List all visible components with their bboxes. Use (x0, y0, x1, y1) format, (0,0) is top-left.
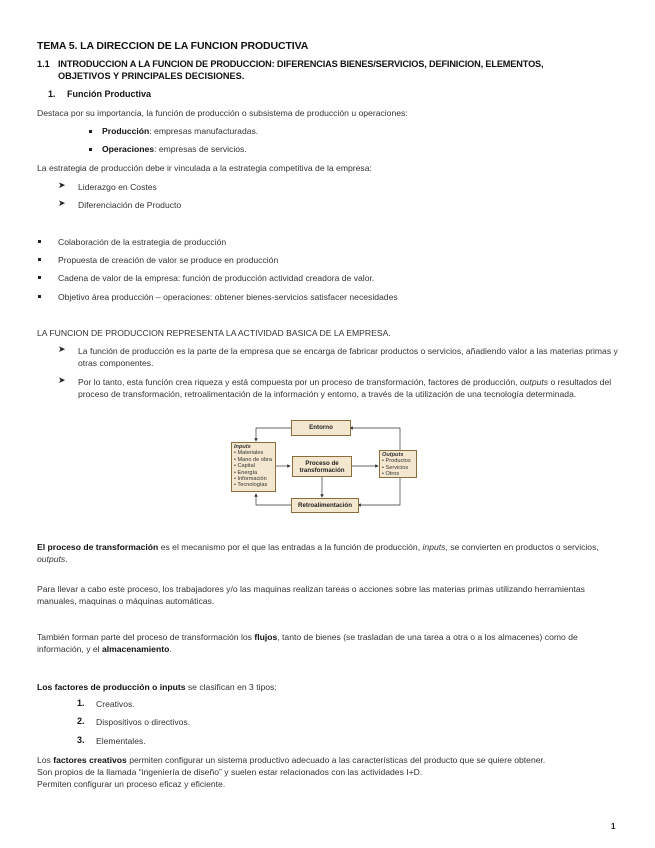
factors-intro: Los factores de producción o inputs se clasifican en 3 tipos: (37, 682, 277, 692)
section-number: 1.1 (37, 59, 50, 69)
factor-number: 1. (77, 698, 85, 708)
diagram-input-item: • Tecnologías (234, 482, 268, 489)
diagram-feedback-box (291, 498, 359, 513)
bullet-item: Objetivo área producción – operaciones: obtener bienes-servicios satisfacer necesidades (58, 292, 398, 302)
bullet-square-icon (38, 295, 41, 298)
flows-paragraph: También forman parte del proceso de transformación los flujos, tanto de bienes (se trasladan de una tarea a otra o a los almacenes) como de información, y el almacenamiento. (37, 632, 578, 654)
intro-text: Destaca por su importancia, la función de producción o subsistema de producción u operaciones: (37, 108, 408, 118)
workers-paragraph: Para llevar a cabo este proceso, los trabajadores y/o las maquinas realizan tareas o acciones sobre las materias primas utilizando herramientas manuales, maquinas o máquinas automáticas. (37, 584, 585, 606)
diagram-feedback-label: Retroalimentación (298, 502, 352, 509)
diagram-inputs-box (231, 442, 276, 492)
diagram-outputs-title: Outputs (382, 452, 404, 458)
bullet-square-icon (38, 258, 41, 261)
factor-number: 2. (77, 716, 85, 726)
transformation-paragraph: El proceso de transformación es el mecanismo por el que las entradas a la función de producción, inputs, se convierten en productos o servicios, outputs. (37, 542, 599, 564)
diagram-input-item: • Energía (234, 469, 258, 476)
section-heading-line2: OBJETIVOS Y PRINCIPALES DECISIONES. (58, 71, 245, 81)
diagram-outputs-box (379, 450, 417, 478)
bullet-square-icon (89, 148, 92, 151)
diagram-input-item: • Información (234, 476, 267, 483)
arrow-bullet-icon: ➤ (58, 375, 66, 385)
bullet-item: Cadena de valor de la empresa: función de producción actividad creadora de valor. (58, 273, 375, 283)
diagram-entorno-label: Entorno (309, 424, 333, 431)
section-heading-line1: INTRODUCCION A LA FUNCION DE PRODUCCION: DIFERENCIAS BIENES/SERVICIOS, DEFINICION, ELEMENTOS, (58, 59, 544, 69)
final-paragraph-line1: Los factores creativos permiten configurar un sistema productivo adecuado a las características del producto que se quiere obtener. (37, 755, 546, 765)
final-paragraph-line2: Son propios de la llamada “ingeniería de diseño” y suelen estar relacionados con las actividades I+D. (37, 767, 423, 777)
strategy-intro: La estrategia de producción debe ir vinculada a la estrategia competitiva de la empresa: (37, 163, 372, 173)
strategy-item: Diferenciación de Producto (78, 200, 182, 210)
arrow-bullet-icon: ➤ (58, 198, 66, 208)
diagram-process-label: Proceso de transformación (299, 460, 345, 474)
bullet-square-icon (89, 130, 92, 133)
bullet-square-icon (38, 240, 41, 243)
diagram-inputs-title: Inputs (234, 444, 251, 450)
diagram-entorno-box (291, 420, 351, 436)
factor-label: Dispositivos o directivos. (96, 717, 191, 727)
diagram-process-box (292, 456, 352, 477)
subsection-heading: Función Productiva (67, 89, 152, 99)
factor-number: 3. (77, 735, 85, 745)
production-diagram (228, 416, 418, 516)
page-number: 1 (611, 822, 616, 831)
type-item-operations: Operaciones: empresas de servicios. (102, 144, 247, 154)
arrow-paragraph-2: Por lo tanto, esta función crea riqueza y está compuesta por un proceso de transformación, factores de producción, outputs o resultados del proceso de transformación, retroalimentación de la información y entorno, a través de la utilización de una tecnología determinada. (78, 377, 612, 399)
arrow-bullet-icon: ➤ (58, 180, 66, 190)
diagram-output-item: • Productos (382, 458, 411, 465)
bullet-square-icon (38, 276, 41, 279)
diagram-input-item: • Materiales (234, 450, 264, 457)
final-paragraph-line3: Permiten configurar un proceso eficaz y eficiente. (37, 779, 226, 789)
arrow-bullet-icon: ➤ (58, 344, 66, 354)
diagram-output-item: • Otros (382, 471, 400, 478)
bullet-item: Colaboración de la estrategia de producción (58, 237, 227, 247)
caps-statement: LA FUNCION DE PRODUCCION REPRESENTA LA ACTIVIDAD BASICA DE LA EMPRESA. (37, 328, 391, 338)
diagram-output-item: • Servicios (382, 464, 409, 471)
bullet-item: Propuesta de creación de valor se produce en producción (58, 255, 279, 265)
document-title: TEMA 5. LA DIRECCION DE LA FUNCION PRODUCTIVA (37, 40, 309, 52)
factor-label: Creativos. (96, 699, 135, 709)
factor-label: Elementales. (96, 736, 146, 746)
diagram-input-item: • Mano de obra (234, 456, 273, 463)
type-item-production: Producción: empresas manufacturadas. (102, 126, 259, 136)
diagram-input-item: • Capital (234, 463, 255, 470)
subsection-number: 1. (48, 89, 56, 99)
strategy-item: Liderazgo en Costes (78, 182, 157, 192)
arrow-paragraph-1: La función de producción es la parte de la empresa que se encarga de fabricar productos o servicios, añadiendo valor a las materias primas y otras componentes. (78, 346, 618, 368)
